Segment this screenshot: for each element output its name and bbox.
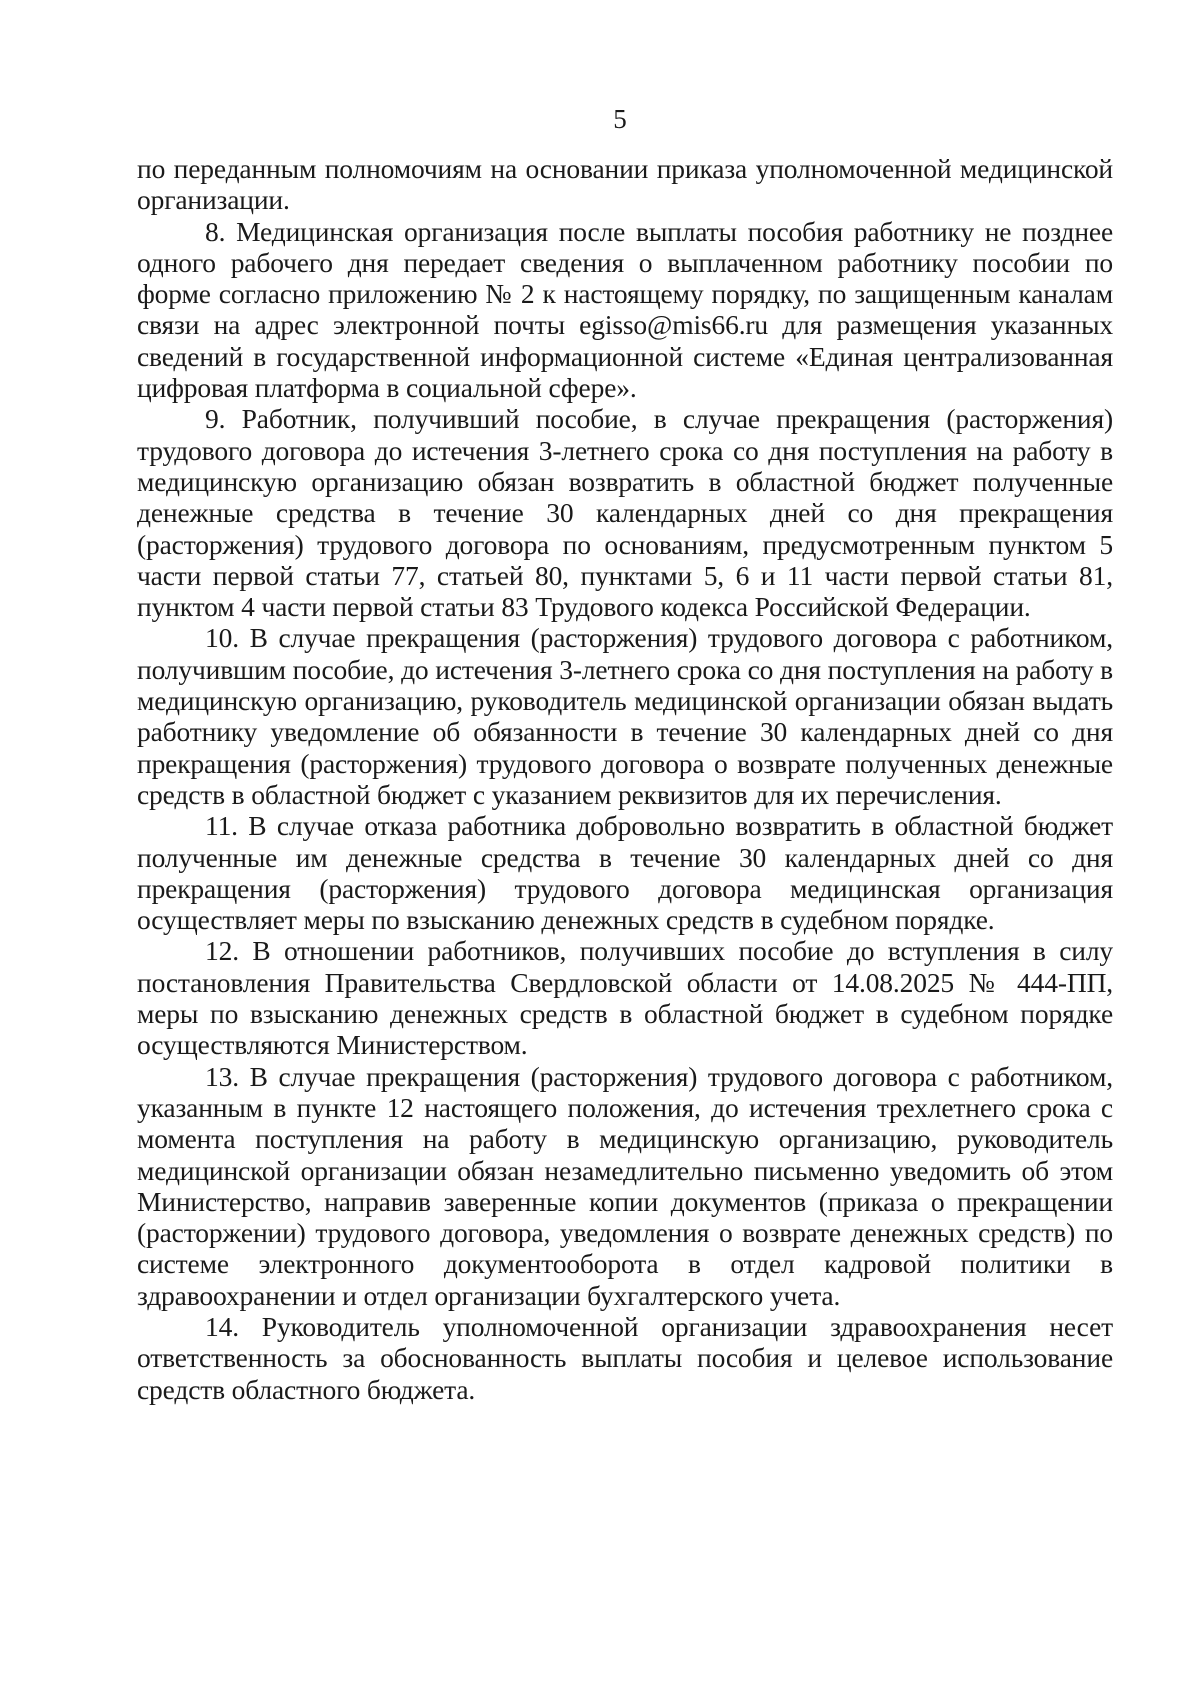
- paragraph-8: 8. Медицинская организация после выплаты пособия работнику не позднее одного рабочего дня передает сведения о выплаченном работнику пособии по форме согласно приложению № 2 к настоящему порядку, по защищенным каналам связи на адрес электронной почты egisso@mis66.ru для размещения указанных сведений в государственной информационной системе «Единая централизованная цифровая платформа в социальной сфере».: [137, 215, 1113, 404]
- paragraph-continuation: по переданным полномочиям на основании приказа уполномоченной медицинской организации.: [137, 153, 1113, 216]
- paragraph-14: 14. Руководитель уполномоченной организации здравоохранения несет ответственность за обоснованность выплаты пособия и целевое использование средств областного бюджета.: [137, 1310, 1113, 1405]
- paragraph-9: 9. Работник, получивший пособие, в случае прекращения (расторжения) трудового договора до истечения 3-летнего срока со дня поступления на работу в медицинскую организацию обязан возвратить в областной бюджет полученные денежные средства в течение 30 календарных дней со дня прекращения (расторжения) трудового договора по основаниям, предусмотренным пунктом 5 части первой статьи 77, статьей 80, пунктами 5, 6 и 11 части первой статьи 81, пунктом 4 части первой статьи 83 Трудового кодекса Российской Федерации.: [137, 403, 1113, 623]
- paragraph-12: 12. В отношении работников, получивших пособие до вступления в силу постановления Правительства Свердловской области от 14.08.2025 № 444-ПП, меры по взысканию денежных средств в областной бюджет в судебном порядке осуществляются Министерством.: [137, 935, 1113, 1061]
- document-body: [137, 153, 1113, 1405]
- page-number: 5: [613, 104, 627, 134]
- paragraph-11: 11. В случае отказа работника добровольно возвратить в областной бюджет полученные им денежные средства в течение 30 календарных дней со дня прекращения (расторжения) трудового договора медицинская организация осуществляет меры по взысканию денежных средств в судебном порядке.: [137, 810, 1113, 936]
- paragraph-10: 10. В случае прекращения (расторжения) трудового договора с работником, получившим пособие, до истечения 3-летнего срока со дня поступления на работу в медицинскую организацию, руководитель медицинской организации обязан выдать работнику уведомление об обязанности в течение 30 календарных дней со дня прекращения (расторжения) трудового договора о возврате полученных денежные средств в областной бюджет с указанием реквизитов для их перечисления.: [137, 622, 1113, 810]
- paragraph-13: 13. В случае прекращения (расторжения) трудового договора с работником, указанным в пункте 12 настоящего положения, до истечения трехлетнего срока с момента поступления на работу в медицинскую организацию, руководитель медицинской организации обязан незамедлительно письменно уведомить об этом Министерство, направив заверенные копии документов (приказа о прекращении (расторжении) трудового договора, уведомления о возврате денежных средств) по системе электронного документооборота в отдел кадровой политики в здравоохранении и отдел организации бухгалтерского учета.: [137, 1060, 1113, 1311]
